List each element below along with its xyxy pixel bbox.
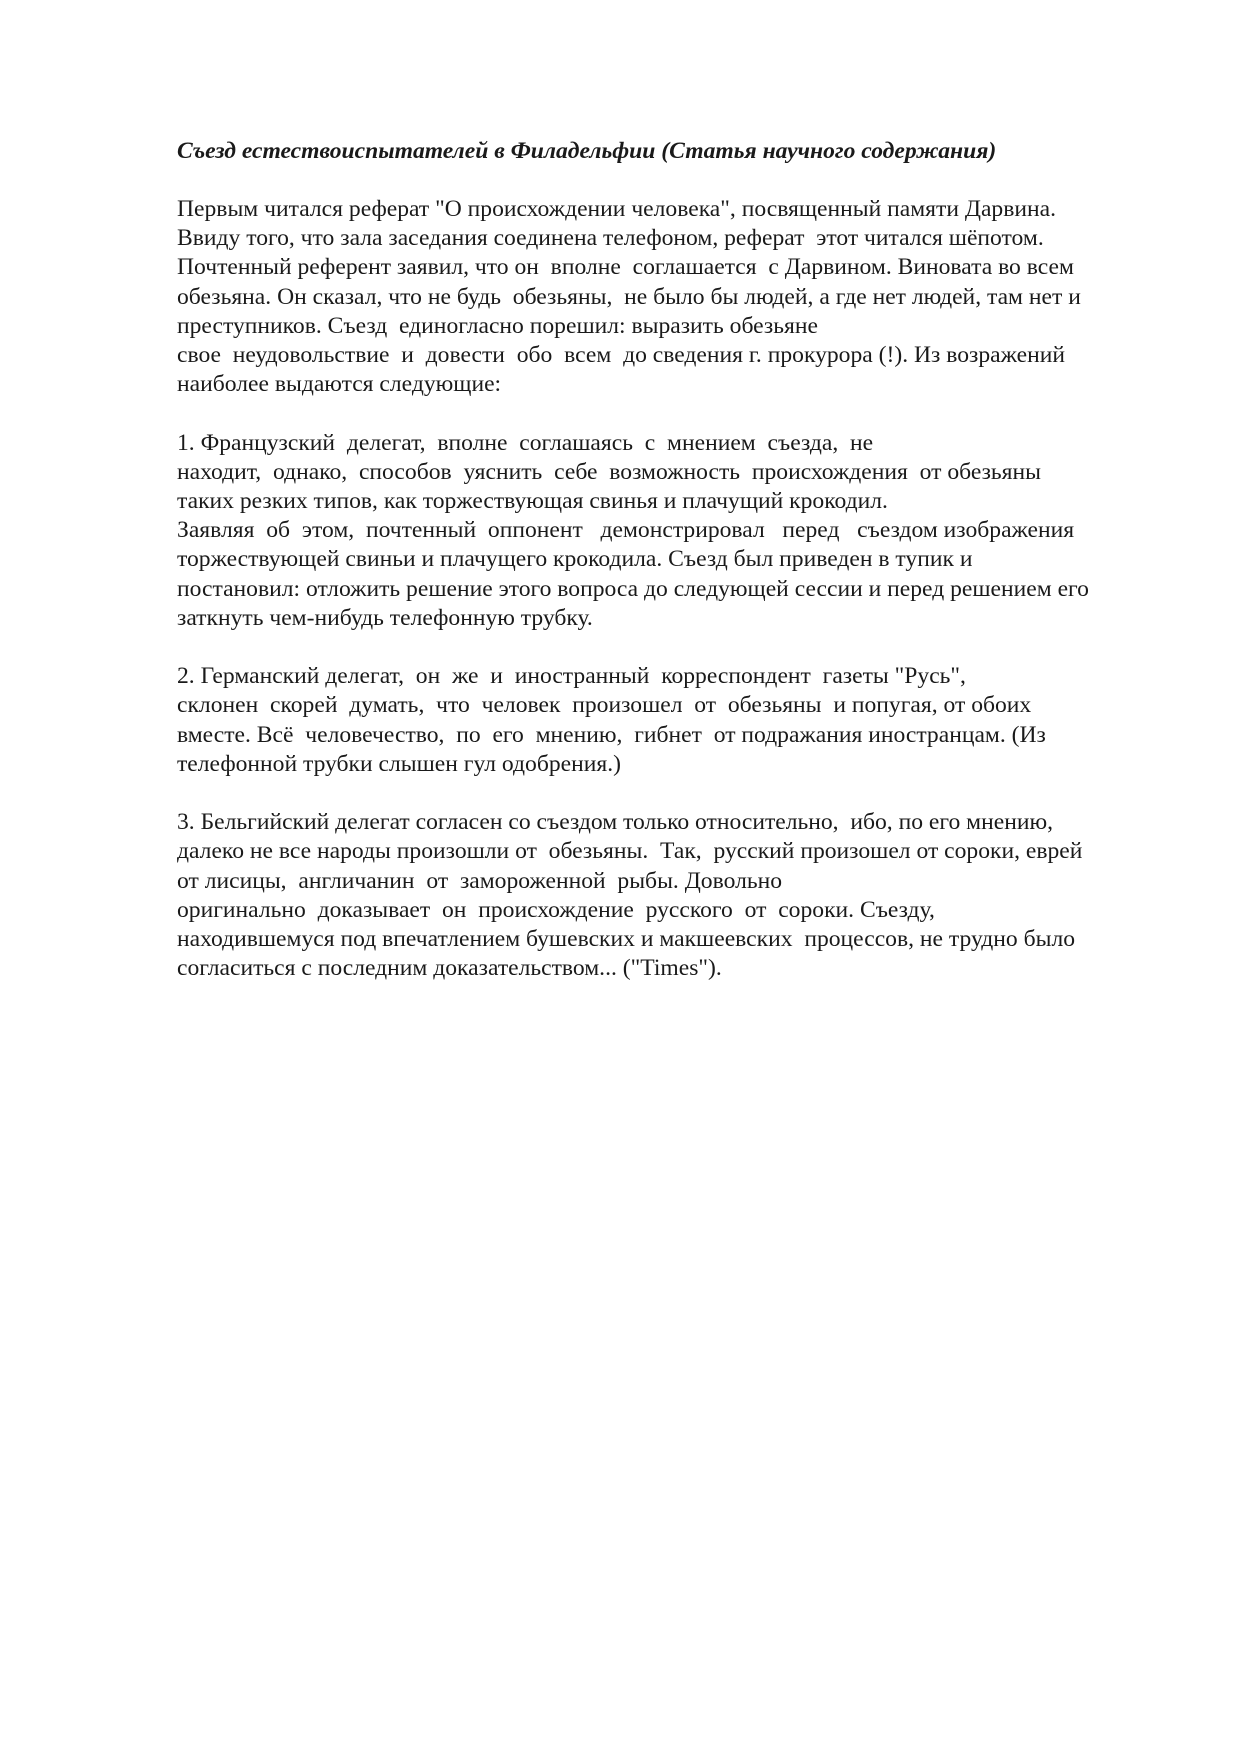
text-line: 3. Бельгийский делегат согласен со съездом только относительно, ибо, по его мнению, (177, 809, 1053, 836)
text-line: согласиться с последним доказательством... ("Times"). (177, 955, 722, 982)
text-line: склонен скорей думать, что человек произошел от обезьяны и попугая, от обоих (177, 692, 1032, 719)
text-line: заткнуть чем-нибудь телефонную трубку. (177, 604, 593, 631)
text-line: Первым читался реферат "О происхождении человека", посвященный памяти Дарвина. (177, 196, 1056, 222)
paragraph-intro (177, 195, 1157, 399)
text-line: находившемуся под впечатлением бушевских и макшеевских процессов, не трудно было (177, 926, 1076, 953)
text-line: далеко не все народы произошли от обезьяны. Так, русский произошел от сороки, еврей (177, 838, 1083, 865)
text-line: обезьяна. Он сказал, что не будь обезьяны, не было бы людей, а где нет людей, там нет и (177, 283, 1081, 310)
text-line: оригинально доказывает он происхождение русского от сороки. Съезду, (177, 896, 935, 923)
text-line: постановил: отложить решение этого вопроса до следующей сессии и перед решением его (177, 575, 1089, 602)
text-line: таких резких типов, как торжествующая свинья и плачущий крокодил. (177, 488, 888, 515)
text-line: вместе. Всё человечество, по его мнению, гибнет от подражания иностранцам. (Из (177, 721, 1046, 748)
text-line: торжествующей свиньи и плачущего крокодила. Съезд был приведен в тупик и (177, 546, 973, 573)
paragraph-belgian-delegate (177, 808, 1157, 983)
paragraph-french-delegate (177, 429, 1157, 633)
text-line: свое неудовольствие и довести обо всем до сведения г. прокурора (!). Из возражений (177, 342, 1065, 369)
text-line: Ввиду того, что зала заседания соединена телефоном, реферат этот читался шёпотом. (177, 225, 1044, 252)
text-line: 1. Французский делегат, вполне соглашаясь с мнением съезда, не (177, 429, 874, 456)
text-line: Почтенный референт заявил, что он вполне соглашается с Дарвином. Виновата во всем (177, 254, 1074, 281)
text-line: преступников. Съезд единогласно порешил: выразить обезьяне (177, 312, 818, 339)
text-line: наиболее выдаются следующие: (177, 371, 502, 398)
text-line: телефонной трубки слышен гул одобрения.) (177, 750, 621, 777)
text-line: от лисицы, англичанин от замороженной рыбы. Довольно (177, 867, 783, 894)
document-title: Съезд естествоиспытателей в Филадельфии (Статья научного содержания) (177, 138, 997, 164)
text-line: находит, однако, способов уяснить себе возможность происхождения от обезьяны (177, 458, 1041, 485)
paragraph-german-delegate (177, 662, 1157, 779)
text-line: Заявляя об этом, почтенный оппонент демонстрировал перед съездом изображения (177, 517, 1075, 544)
text-line: 2. Германский делегат, он же и иностранный корреспондент газеты "Русь", (177, 663, 966, 690)
document-page (177, 136, 1157, 1013)
